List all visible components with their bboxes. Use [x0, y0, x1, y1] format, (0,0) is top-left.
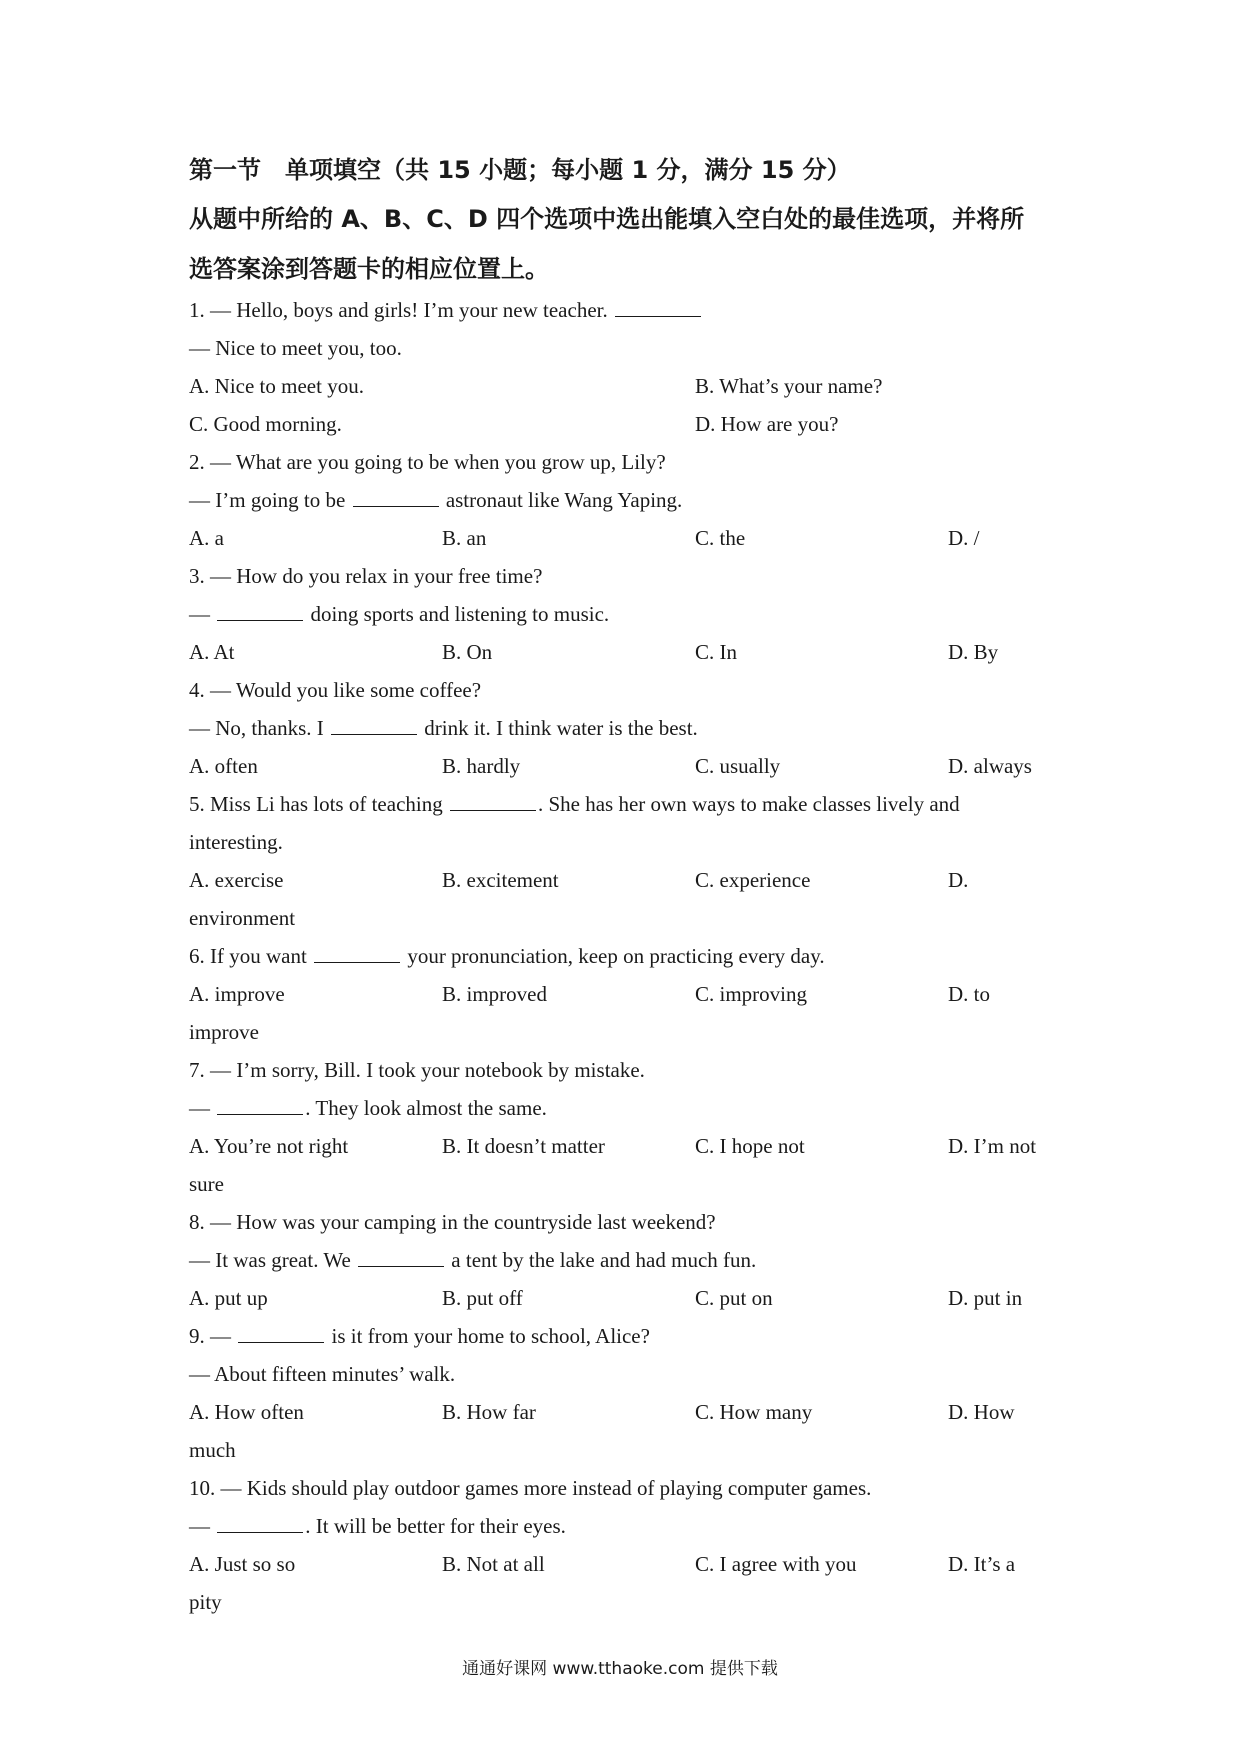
question-8-reply: — It was great. We a tent by the lake and had much fun. — [189, 1248, 757, 1272]
q6-option-a: A. improve — [189, 982, 285, 1006]
question-3-stem: 3. — How do you relax in your free time? — [189, 564, 543, 588]
answer-blank — [615, 298, 701, 317]
q10-option-c: C. I agree with you — [695, 1552, 857, 1576]
question-10-reply: — . It will be better for their eyes. — [189, 1514, 566, 1538]
q7-option-d: D. I’m not — [948, 1134, 1037, 1158]
q9-option-a: A. How often — [189, 1400, 304, 1424]
q9-option-b: B. How far — [442, 1400, 536, 1424]
q2-option-c: C. the — [695, 526, 746, 550]
answer-blank — [314, 944, 400, 963]
q8-option-c: C. put on — [695, 1286, 773, 1310]
answer-blank — [217, 1514, 303, 1533]
q8-option-b: B. put off — [442, 1286, 523, 1310]
q2-option-d: D. / — [948, 526, 980, 550]
question-4-stem: 4. — Would you like some coffee? — [189, 678, 482, 702]
question-5-stem-cont: interesting. — [189, 830, 283, 854]
q4-option-a: A. often — [189, 754, 258, 778]
answer-blank — [358, 1248, 444, 1267]
question-1-stem: 1. — Hello, boys and girls! I’m your new teacher. — [189, 296, 703, 324]
q10-option-a: A. Just so so — [189, 1552, 296, 1576]
instruction-line-1: 从题中所给的 A、B、C、D 四个选项中选出能填入空白处的最佳选项，并将所 — [189, 205, 1025, 233]
q8-option-d: D. put in — [948, 1286, 1023, 1310]
q5-option-d: D. — [948, 868, 969, 892]
q1-option-d: D. How are you? — [695, 412, 839, 436]
q9-option-d: D. How — [948, 1400, 1015, 1424]
q7-option-b: B. It doesn’t matter — [442, 1134, 605, 1158]
q3-option-c: C. In — [695, 640, 737, 664]
question-2-reply: — I’m going to be astronaut like Wang Yaping. — [189, 488, 683, 512]
section-title: 第一节 单项填空（共 15 小题；每小题 1 分，满分 15 分） — [189, 156, 851, 184]
question-4-reply: — No, thanks. I drink it. I think water is the best. — [189, 716, 698, 740]
question-7-reply: — . They look almost the same. — [189, 1096, 547, 1120]
q4-option-d: D. always — [948, 754, 1032, 778]
answer-blank — [331, 716, 417, 735]
question-3-reply: — doing sports and listening to music. — [189, 602, 610, 626]
answer-blank — [217, 1096, 303, 1115]
q7-option-a: A. You’re not right — [189, 1134, 349, 1158]
q10-option-d: D. It’s a — [948, 1552, 1016, 1576]
q7-option-d-cont: sure — [189, 1172, 224, 1196]
answer-blank — [217, 602, 303, 621]
question-7-stem: 7. — I’m sorry, Bill. I took your notebook by mistake. — [189, 1058, 645, 1082]
footer-source: 通通好课网 www.tthaoke.com 提供下载 — [462, 1659, 778, 1679]
q8-option-a: A. put up — [189, 1286, 268, 1310]
question-6-stem: 6. If you want your pronunciation, keep on practicing every day. — [189, 944, 825, 968]
q5-option-d-cont: environment — [189, 906, 296, 930]
q4-option-c: C. usually — [695, 754, 781, 778]
q5-option-c: C. experience — [695, 868, 811, 892]
q3-option-b: B. On — [442, 640, 493, 664]
answer-blank — [353, 488, 439, 507]
q9-option-d-cont: much — [189, 1438, 236, 1462]
q10-option-b: B. Not at all — [442, 1552, 545, 1576]
question-2-stem: 2. — What are you going to be when you grow up, Lily? — [189, 450, 666, 474]
answer-blank — [450, 792, 536, 811]
q6-option-c: C. improving — [695, 982, 808, 1006]
q1-option-c: C. Good morning. — [189, 412, 342, 436]
q3-option-a: A. At — [189, 640, 235, 664]
answer-blank — [238, 1324, 324, 1343]
q2-option-b: B. an — [442, 526, 487, 550]
q5-option-a: A. exercise — [189, 868, 284, 892]
q1-option-b: B. What’s your name? — [695, 374, 883, 398]
question-10-stem: 10. — Kids should play outdoor games more instead of playing computer games. — [189, 1476, 872, 1500]
question-5-stem: 5. Miss Li has lots of teaching . She has her own ways to make classes lively and — [189, 792, 960, 816]
q9-option-c: C. How many — [695, 1400, 813, 1424]
q7-option-c: C. I hope not — [695, 1134, 805, 1158]
q4-option-b: B. hardly — [442, 754, 521, 778]
instruction-line-2: 选答案涂到答题卡的相应位置上。 — [189, 255, 549, 283]
q1-option-a: A. Nice to meet you. — [189, 374, 364, 398]
q6-option-d: D. to — [948, 982, 990, 1006]
question-1-reply: — Nice to meet you, too. — [189, 336, 402, 360]
question-9-reply: — About fifteen minutes’ walk. — [189, 1362, 456, 1386]
q5-option-b: B. excitement — [442, 868, 559, 892]
question-8-stem: 8. — How was your camping in the countryside last weekend? — [189, 1210, 716, 1234]
question-9-stem: 9. — is it from your home to school, Alice? — [189, 1324, 650, 1348]
q2-option-a: A. a — [189, 526, 224, 550]
q6-option-d-cont: improve — [189, 1020, 259, 1044]
q6-option-b: B. improved — [442, 982, 547, 1006]
q10-option-d-cont: pity — [189, 1590, 222, 1614]
q3-option-d: D. By — [948, 640, 999, 664]
